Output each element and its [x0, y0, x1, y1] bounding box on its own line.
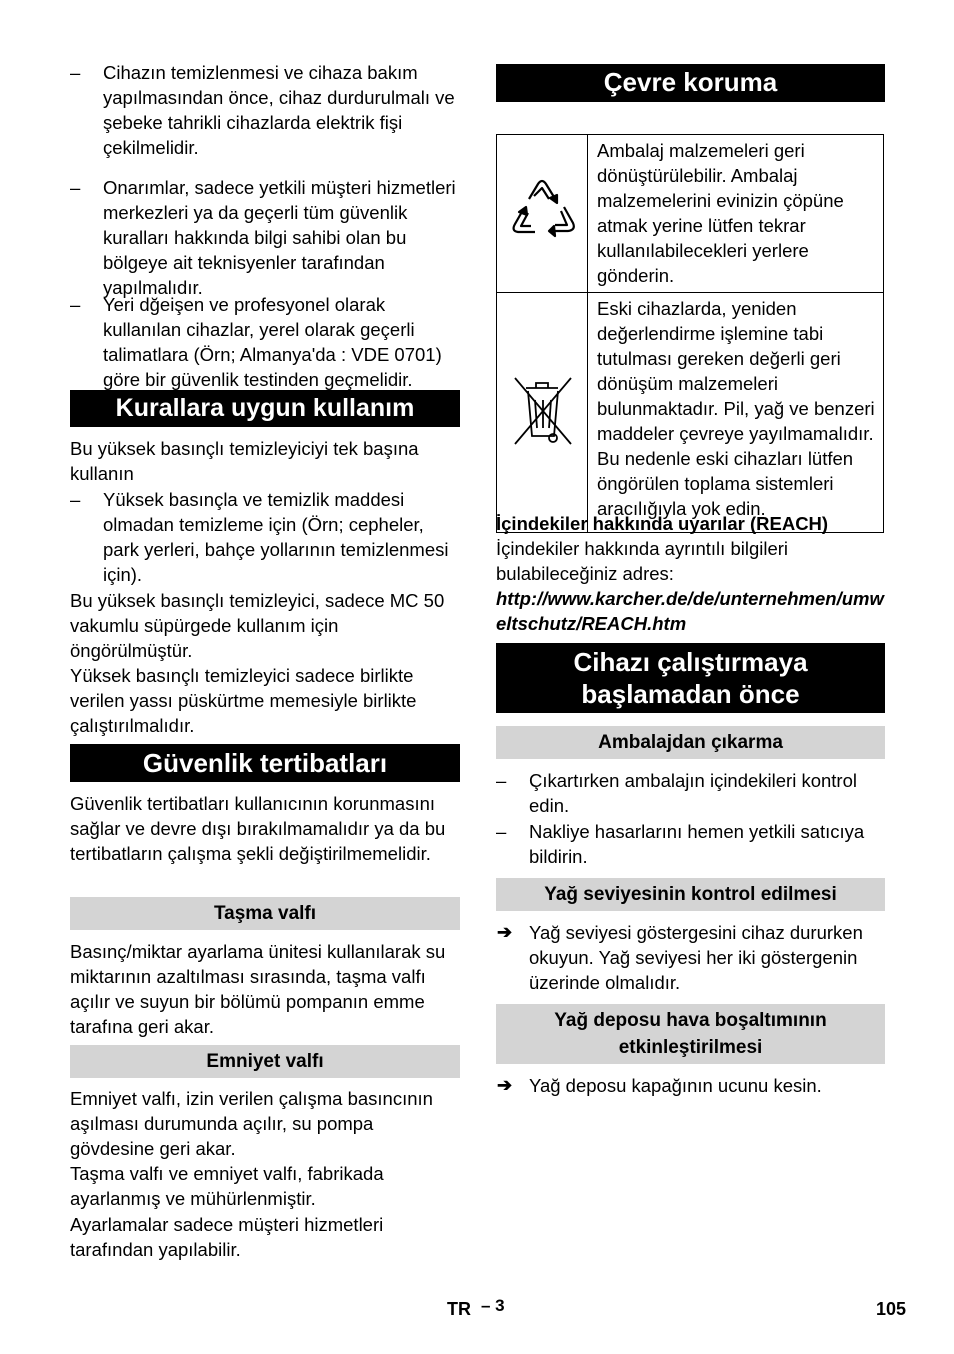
subheading-yag-depo: Yağ deposu hava boşaltımının etkinleştirilmesi [496, 1004, 885, 1064]
step-item: Yağ seviyesi göstergesini cihaz dururken okuyun. Yağ seviyesi her iki göstergenin üzerinde olmalıdır. [529, 922, 863, 993]
section-heading-guvenlik: Güvenlik tertibatları [70, 744, 460, 782]
reach-url-link[interactable]: http://www.karcher.de/de/unternehmen/umweltschutz/REACH.htm [496, 588, 884, 634]
step-item: Yağ deposu kapağının ucunu kesin. [529, 1075, 822, 1096]
paragraph: Basınç/miktar ayarlama ünitesi kullanılarak su miktarının azaltılması sırasında, taşma valfı açılır ve suyun bir bölümü pompanın emme tarafına geri akar. [70, 941, 446, 1037]
recycle-icon-cell [497, 135, 588, 293]
paragraph: Yüksek basınçlı temizleyici sadece birlikte verilen yassı püskürtme memesiyle birlikte çalıştırılmalıdır. [70, 665, 417, 736]
list-item: Çıkartırken ambalajın içindekileri kontrol edin. [529, 770, 857, 816]
list-dash: – [70, 294, 81, 315]
recycle-icon [505, 173, 579, 249]
paragraph: Bu yüksek basınçlı temizleyiciyi tek başına kullanın [70, 438, 419, 484]
paragraph: İçindekiler hakkında ayrıntılı bilgileri bulabileceğiniz adres: [496, 538, 789, 584]
list-dash: – [496, 821, 507, 842]
environment-table [496, 134, 884, 533]
bin-icon-cell [497, 293, 588, 533]
list-item: Cihazın temizlenmesi ve cihaza bakım yapılmasından önce, cihaz durdurulmalı ve şebeke tahrikli cihazlarda elektrik fişi çekilmelidir. [103, 62, 455, 158]
page-sub-number: – 3 [481, 1296, 505, 1315]
table-cell: Ambalaj malzemeleri geri dönüştürülebilir. Ambalaj malzemelerini evinizin çöpüne atmak yerine lütfen tekrar kullanılabilecekleri yerlere gönderin. [588, 135, 884, 293]
section-heading-cevre: Çevre koruma [496, 64, 885, 102]
list-dash: – [70, 62, 81, 83]
reach-title: İçindekiler hakkında uyarılar (REACH) [496, 513, 829, 534]
list-dash: – [70, 177, 81, 198]
subheading-emniyet: Emniyet valfı [70, 1045, 460, 1078]
list-dash: – [496, 770, 507, 791]
table-row [497, 135, 884, 293]
table-cell: Eski cihazlarda, yeniden değerlendirme işlemine tabi tutulması gereken değerli geri dönüşüm malzemeleri bulunmaktadır. Pil, yağ ve benzeri maddeler çevreye yayılmamalıdır. Bu nedenle eski cihazları lütfen öngörülen toplama sistemleri aracılığıyla yok edin. [588, 293, 884, 533]
section-heading-kurallar: Kurallara uygun kullanım [70, 390, 460, 427]
list-dash: – [70, 489, 81, 510]
list-item: Yeri dğeişen ve profesyonel olarak kullanılan cihazlar, yerel olarak geçerli talimatlara (Örn; Almanya'da : VDE 0701) göre bir güvenlik testinden geçmelidir. [103, 294, 442, 390]
crossed-bin-icon [509, 372, 575, 448]
paragraph: Bu yüksek basınçlı temizleyici, sadece MC 50 vakumlu süpürgede kullanım için öngörülmüştür. [70, 590, 445, 661]
paragraph: Güvenlik tertibatları kullanıcının korunmasını sağlar ve devre dışı bırakılmamalıdır ya da bu tertibatların çalışma şekli değiştirilmemelidir. [70, 793, 446, 864]
paragraph: Taşma valfı ve emniyet valfı, fabrikada ayarlanmış ve mühürlenmiştir. [70, 1163, 384, 1209]
page-number: 105 [876, 1299, 907, 1319]
subheading-ambalaj: Ambalajdan çıkarma [496, 726, 885, 759]
arrow-right-icon: ➔ [497, 1075, 513, 1095]
list-item: Yüksek basınçla ve temizlik maddesi olmadan temizleme için (Örn; cepheler, park yerleri, bahçe yollarının temizlenmesi için). [103, 489, 449, 585]
paragraph: Ayarlamalar sadece müşteri hizmetleri tarafından yapılabilir. [70, 1214, 384, 1260]
paragraph: Emniyet valfı, izin verilen çalışma basıncının aşılması durumunda açılır, su pompa gövdesine geri akar. [70, 1088, 433, 1159]
language-code: TR [447, 1299, 471, 1319]
list-item: Onarımlar, sadece yetkili müşteri hizmetleri merkezleri ya da geçerli tüm güvenlik kuralları hakkında bilgi sahibi olan bu bölgeye ait teknisyenler tarafından yapılmalıdır. [103, 177, 456, 298]
section-heading-cihazi: Cihazı çalıştırmaya başlamadan önce [496, 643, 885, 713]
subheading-yag-kontrol: Yağ seviyesinin kontrol edilmesi [496, 878, 885, 911]
subheading-tasma: Taşma valfı [70, 897, 460, 930]
list-item: Nakliye hasarlarını hemen yetkili satıcıya bildirin. [529, 821, 865, 867]
arrow-right-icon: ➔ [497, 922, 513, 942]
table-row [497, 293, 884, 533]
